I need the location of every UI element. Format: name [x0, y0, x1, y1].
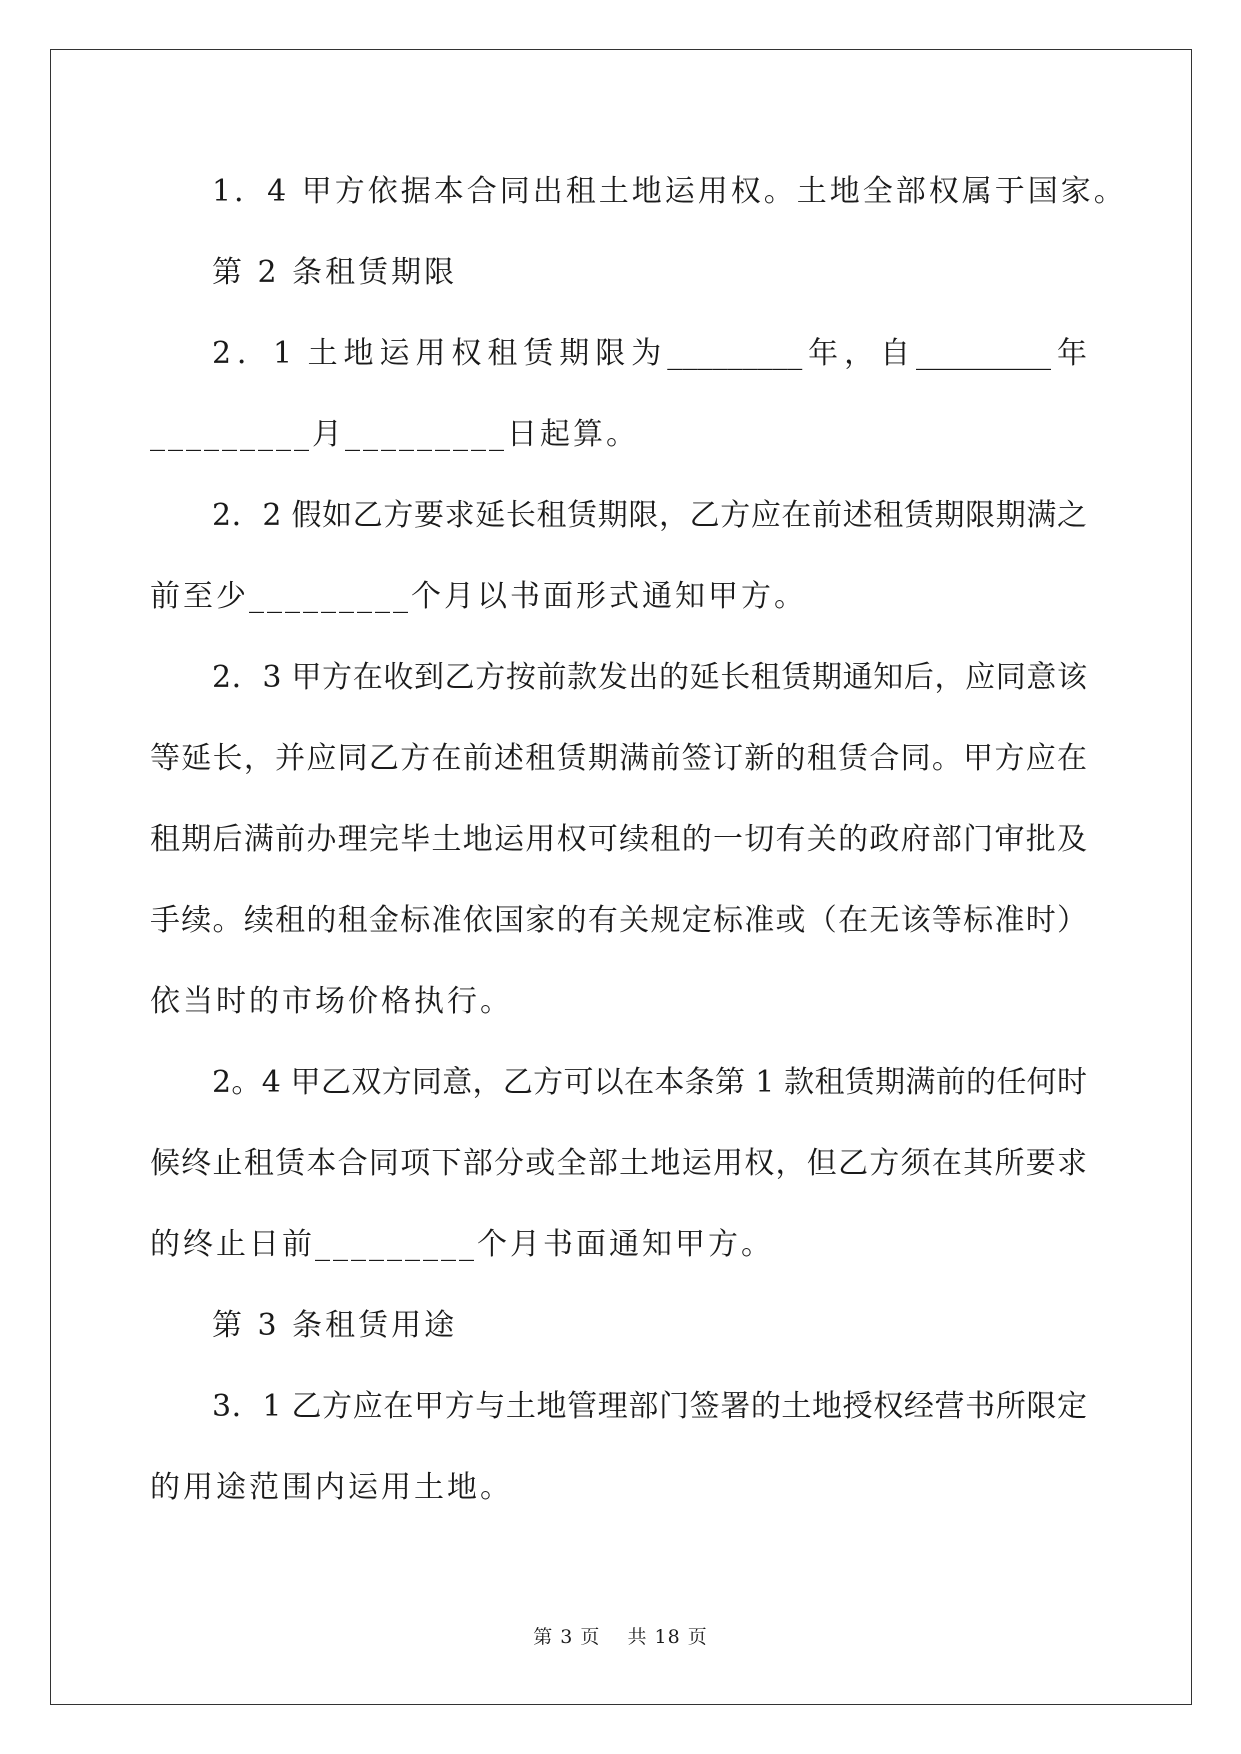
clause-2-3-line-4: 手续。续租的租金标准依国家的有关规定标准或（在无该等标准时）	[150, 903, 1087, 938]
page-number-footer: 第 3 页 共 18 页	[533, 1626, 708, 1648]
clause-3-1-line-2: 的用途范围内运用土地。	[150, 1470, 513, 1505]
clause-2-4-line-2: 候终止租赁本合同项下部分或全部土地运用权，但乙方须在其所要求	[150, 1146, 1087, 1181]
clause-2-1-line-2: _________月_________日起算。	[150, 417, 639, 452]
clause-2-2-line-1: 2．2 假如乙方要求延长租赁期限，乙方应在前述租赁期限期满之	[212, 498, 1087, 533]
clause-2-3-line-2: 等延长，并应同乙方在前述租赁期满前签订新的租赁合同。甲方应在	[150, 741, 1087, 776]
clause-2-4-line-3: 的终止日前_________个月书面通知甲方。	[150, 1227, 774, 1262]
clause-2-3-line-1: 2．3 甲方在收到乙方按前款发出的延长租赁期通知后，应同意该	[212, 660, 1087, 695]
article-2-heading: 第 2 条租赁期限	[212, 255, 458, 290]
clause-2-3-line-3: 租期后满前办理完毕土地运用权可续租的一切有关的政府部门审批及	[150, 822, 1087, 857]
article-3-heading: 第 3 条租赁用途	[212, 1308, 458, 1343]
clause-2-2-line-2: 前至少_________个月以书面形式通知甲方。	[150, 579, 807, 614]
clause-2-4-line-1: 2。4 甲乙双方同意，乙方可以在本条第 1 款租赁期满前的任何时	[212, 1065, 1087, 1100]
clause-3-1-line-1: 3．1 乙方应在甲方与土地管理部门签署的土地授权经营书所限定	[212, 1389, 1087, 1424]
page-border	[50, 49, 1192, 1705]
clause-2-3-line-5: 依当时的市场价格执行。	[150, 984, 513, 1019]
clause-1-4: 1．4 甲方依据本合同出租土地运用权。土地全部权属于国家。	[212, 174, 1127, 209]
clause-2-1-line-1: 2．1 土地运用权租赁期限为_________年，自_________年	[212, 336, 1087, 371]
